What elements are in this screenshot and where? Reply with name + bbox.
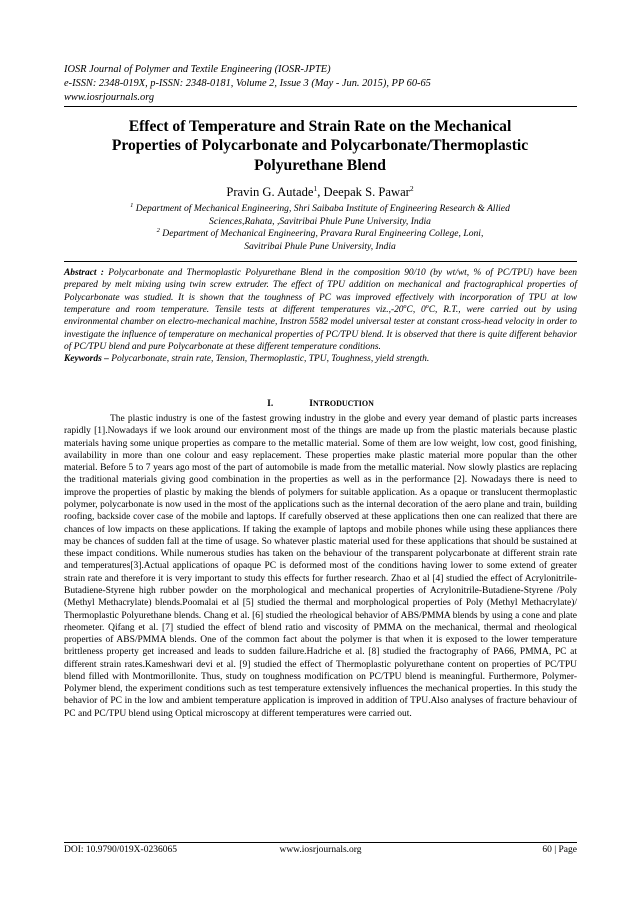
footer-website: www.iosrjournals.org bbox=[279, 845, 362, 855]
section-number: I. bbox=[267, 398, 274, 409]
footer-page-number: 60 | Page bbox=[542, 845, 577, 855]
author-2: Deepak S. Pawar bbox=[323, 185, 410, 199]
header-divider bbox=[64, 106, 577, 107]
author-1: Pravin G. Autade bbox=[226, 185, 314, 199]
abstract-text-c: C, R.T., were carried out by using environmental chamber on electro-mechanical machine, Instron 5582 model universal tester at constant cross-head velocity in order to investigate the influence of temperature on mechanical properties of PC/TPU blend. It is observed that there is quite different behavior of PC/TPU blend and pure Polycarbonate at these different temperature conditions. bbox=[64, 305, 577, 353]
keywords-label: Keywords – bbox=[64, 354, 109, 365]
keywords bbox=[64, 353, 577, 365]
affiliation-2-mark: 2 bbox=[156, 227, 160, 234]
affiliation-1-mark: 1 bbox=[130, 201, 134, 209]
author-list bbox=[70, 184, 570, 200]
degree-mark-1: o bbox=[403, 303, 407, 310]
affiliation-1-line-1: Department of Mechanical Engineering, Shri Saibaba Institute of Engineering Research & Allied bbox=[133, 203, 510, 214]
section-title-rest: NTRODUCTION bbox=[312, 399, 374, 408]
author-separator: , bbox=[317, 185, 324, 199]
issn-line: e-ISSN: 2348-019X, p-ISSN: 2348-0181, Volume 2, Issue 3 (May - Jun. 2015), PP 60-65 bbox=[64, 78, 431, 90]
title-line-1: Effect of Temperature and Strain Rate on the Mechanical bbox=[128, 118, 512, 135]
affiliations bbox=[80, 203, 560, 253]
journal-name: IOSR Journal of Polymer and Textile Engineering (IOSR-JPTE) bbox=[64, 64, 331, 75]
affiliation-1 bbox=[80, 203, 560, 216]
title-line-2: Properties of Polycarbonate and Polycarbonate/Thermoplastic bbox=[111, 137, 529, 155]
affiliation-1-line-2: Sciences,Rahata, ,Savitribai Phule Pune University, India bbox=[209, 215, 431, 227]
affiliation-2 bbox=[80, 228, 560, 241]
affiliation-2-line-1: Department of Mechanical Engineering, Pravara Rural Engineering College, Loni, bbox=[159, 228, 484, 240]
footer-doi: DOI: 10.9790/019X-0236065 bbox=[64, 845, 177, 855]
abstract-label: Abstract : bbox=[64, 268, 104, 278]
abstract-block bbox=[64, 261, 577, 366]
paper-title bbox=[70, 117, 570, 175]
journal-website: www.iosrjournals.org bbox=[64, 92, 155, 104]
title-line-3: Polyurethane Blend bbox=[254, 156, 386, 174]
affiliation-2-line-2: Savitribai Phule Pune University, India bbox=[244, 240, 396, 252]
abstract-text-a: Polycarbonate and Thermoplastic Polyurethane Blend in the composition 90/10 (by wt/wt, % of PC/TPU) have been prepared by melt mixing using twin screw extruder. The effect of TPU addition on mechanical and fractographical properties of Polycarbonate was studied. It is shown that the toughness of PC was improved effectively with incorporation of TPU at low temperature and room temperature. Tensile tests at different temperatures viz.,-20 bbox=[64, 268, 577, 316]
abstract-text-b: C, 0 bbox=[406, 305, 426, 316]
section-heading bbox=[64, 398, 577, 409]
section-title-initial: I bbox=[309, 398, 313, 409]
degree-mark-2: o bbox=[425, 303, 429, 310]
author-1-affil-mark: 1 bbox=[313, 183, 318, 193]
author-2-affil-mark: 2 bbox=[409, 183, 414, 193]
footer-divider bbox=[64, 842, 577, 843]
journal-header bbox=[64, 63, 584, 106]
introduction-paragraph: The plastic industry is one of the fastest growing industry in the globe and every year demand of plastic parts increases rapidly [1].Nowadays if we look around our environment most of the things are made up from the plastic materials because plastic materials having some unique properties as compare to the metallic material. Some of them are low weight, low cost, good finishing, availability in more than one colour and easy replacement. These properties make plastic material more popular than the other material. Before 5 to 7 years ago most of the part of automobile is made from the metallic material. Now slowly plastics are replacing the traditional materials giving good combination in the properties as well as in the performance [2]. Nowadays there is need to improve the properties of plastic by making the blends of polymers for suitable application. As a opaque or translucent thermoplastic polymer, polycarbonate is now used in the most of the applications such as the internal decoration of the aero plane and train, building roofing, backside cover case of the mobile and laptops. If carefully observed at these applications then one can realized that there are chances of low impacts on these applications. If taking the example of laptops and mobile phones while using these appliances there may be chances of sudden fall at the time of usage. So whatever plastic material used for these applications that should be sustained at these impact conditions. While numerous studies has taken on the behaviour of the transparent polycarbonate at different strain rate and temperatures[3].Actual applications of opaque PC is deformed most of the conditions having lower to some extend of greater strain rate and therefore it is very important to study this effects for further research. Zhao et al [4] studied the effect of Acrylonitrile- Butadiene-Styrene high rubber powder on the morphological and mechanical properties of Acrylonitrile-Butadiene-Styrene /Poly (Methyl Methacrylate) blends.Poomalai et al [5] studied the thermal and morphological properties of Poly (Methyl Methacrylate)/ Thermoplastic Polyurethane blends. Chang et al. [6] studied the rheological behavior of ABS/PMMA blends by using a cone and plate rheometer. Qifang et al. [7] studied the effect of blend ratio and viscosity of PMMA on the mechanical, thermal and rheological properties of ABS/PMMA blends. One of the common fact about the polymer is that when it is exposed to the lower temperature brittleness property get increased and leads to sudden failure.Hadriche et al. [8] studied the fractography of PA66, PMMA, PC at different strain rates.Kameshwari devi et al. [9] studied the effect of Thermoplastic polyurethane content on properties of PC/TPU blend filled with Montmorillonite. Thus, study on toughness modification on PC/TPU blend is meaningful. Furthermore, Polymer-Polymer blend, the experiment conditions such as test temperature extensively influences the mechanical properties. In this study the behavior of PC in the low and ambient temperature application is improved in addition of TPU.Also analyses of fracture behaviour of PC and PC/TPU blend using Optical microscopy at different temperatures were carried out. bbox=[64, 414, 577, 719]
abstract bbox=[64, 267, 577, 353]
keywords-text: Polycarbonate, strain rate, Tension, Thermoplastic, TPU, Toughness, yield strength. bbox=[108, 354, 430, 365]
